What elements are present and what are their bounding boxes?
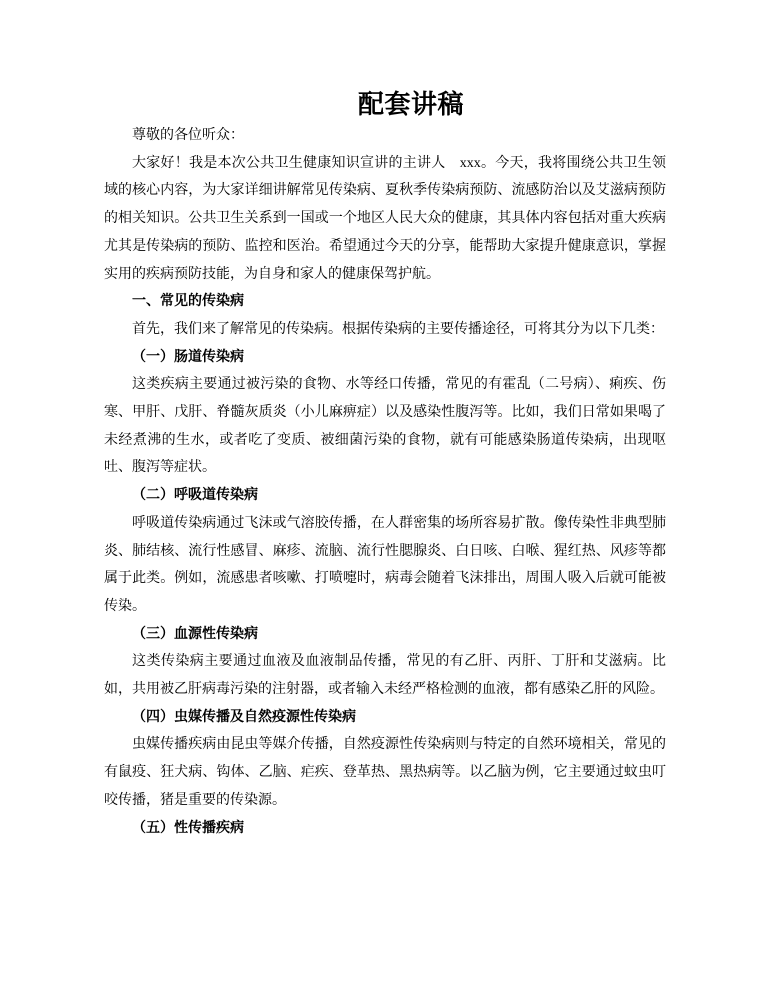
section-heading: （一）肠道传染病 — [132, 349, 244, 365]
section-heading: （五）性传播疾病 — [132, 820, 244, 836]
body-paragraph: 这类疾病主要通过被污染的食物、水等经口传播，常见的有霍乱（二号病）、痢疾、伤寒、甲肝、戊肝、脊髓灰质炎（小儿麻痹症）以及感染性腹泻等。比如，我们日常如果喝了未经煮沸的生水，或者吃了变质、被细菌污染的食物，就有可能感染肠道传染病，出现呕吐、腹泻等症状。 — [104, 377, 666, 476]
body-paragraph: 呼吸道传染病通过飞沫或气溶胶传播，在人群密集的场所容易扩散。像传染性非典型肺炎、肺结核、流行性感冒、麻疹、流脑、流行性腮腺炎、白日咳、白喉、猩红热、风疹等都属于此类。例如，流感患者咳嗽、打喷嚏时，病毒会随着飞沫排出，周围人吸入后就可能被传染。 — [104, 515, 666, 614]
section-heading: （三）血源性传染病 — [132, 626, 258, 642]
body-paragraph: 尊敬的各位听众： — [132, 128, 244, 143]
body-paragraph: 大家好！我是本次公共卫生健康知识宣讲的主讲人 xxx。今天，我将围绕公共卫生领域的核心内容，为大家详细讲解常见传染病、夏秋季传染病预防、流感防治以及艾滋病预防的相关知识。公共卫生关系到一国或一个地区人民大众的健康，其具体内容包括对重大疾病尤其是传染病的预防、监控和医治。希望通过今天的分享，能帮助大家提升健康意识，掌握实用的疾病预防技能，为自身和家人的健康保驾护航。 — [104, 155, 666, 282]
section-heading: （四）虫媒传播及自然疫源性传染病 — [132, 709, 356, 725]
body-paragraph: 虫媒传播疾病由昆虫等媒介传播，自然疫源性传染病则与特定的自然环境相关，常见的有鼠疫、狂犬病、钩体、乙脑、疟疾、登革热、黑热病等。以乙脑为例，它主要通过蚊虫叮咬传播，猪是重要的传染源。 — [104, 737, 666, 808]
section-heading: 一、常见的传染病 — [132, 294, 244, 310]
document-title: 配套讲稿 — [357, 90, 464, 119]
section-heading: （二）呼吸道传染病 — [132, 488, 258, 504]
body-paragraph: 首先，我们来了解常见的传染病。根据传染病的主要传播途径，可将其分为以下几类： — [132, 321, 664, 337]
document-body — [104, 122, 666, 842]
body-paragraph: 这类传染病主要通过血液及血液制品传播，常见的有乙肝、丙肝、丁肝和艾滋病。比如，共用被乙肝病毒污染的注射器，或者输入未经严格检测的血液，都有感染乙肝的风险。 — [104, 654, 666, 698]
